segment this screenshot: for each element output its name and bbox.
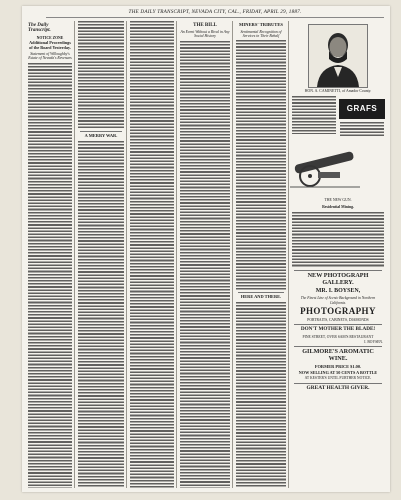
gallery-title: NEW PHOTOGRAPH GALLERY. <box>307 272 369 286</box>
divider <box>294 346 382 347</box>
footer-ad: GREAT HEALTH GIVER. <box>306 384 370 391</box>
column-5 <box>234 21 289 488</box>
restaurant-line: PINE STREET, OVER SAM'S RESTAURANT <box>302 334 374 339</box>
portrait-engraving <box>308 24 368 88</box>
drugstore-notice: AT KESTER'S UNTIL FURTHER NOTICE. <box>304 376 372 381</box>
col4-body-text <box>180 41 230 488</box>
photo-line: The Finest Line of Scenic Background in Northern California. <box>300 296 376 305</box>
col6-text-a <box>292 96 336 134</box>
col2-body-text-top <box>78 21 124 129</box>
wine-title: GILMORE'S AROMATIC WINE. <box>302 348 374 362</box>
photo-lines: PORTRAITS, CABINETS, DIAMONDS <box>307 318 369 323</box>
restaurant-title: DON'T MOTHER THE BLADE! <box>300 326 376 333</box>
divider <box>294 383 382 384</box>
col1-body-text <box>28 63 72 488</box>
cannon-illustration <box>290 140 360 192</box>
col2-headline: A MERRY WAR. <box>84 133 118 138</box>
divider <box>294 270 382 271</box>
photography-heading: PHOTOGRAPHY <box>300 305 376 316</box>
now-selling: NOW SELLING AT 50 CENTS A BOTTLE <box>298 369 378 375</box>
col6-text-b <box>340 122 384 136</box>
col3-body-text <box>130 21 174 488</box>
portrait-icon <box>309 25 367 87</box>
col1-subheadline: Statement of Willoughby's Estate of Nevada's Revenues <box>28 52 72 61</box>
col5-subheadline: Sentimental Recognition of Services in Their Behalf <box>240 29 282 38</box>
col4-headline: THE BILL <box>193 23 217 28</box>
col6-text-c <box>292 212 384 268</box>
section-heading: NOTICE ZONE <box>36 35 64 40</box>
column-3 <box>128 21 177 488</box>
col4-subheadline: An Event Without a Rival in Any Social History <box>180 30 230 39</box>
col5-section-heading: HERE AND THERE. <box>240 294 282 300</box>
col5-headline: MINERS' TRIBUTES <box>239 22 283 27</box>
former-price: FORMER PRICE $1.00. <box>314 364 362 370</box>
gallery-owner: MR. I. BOYSEN, <box>315 288 361 294</box>
column-1 <box>26 21 75 488</box>
cannon-caption: THE NEW GUN. <box>324 198 352 202</box>
restaurant-owner: I. BOYSEN. <box>364 340 383 345</box>
column-6 <box>290 21 386 488</box>
col5-body-text-top <box>236 40 286 290</box>
col2-body-text <box>78 141 124 488</box>
center-ad-title: Residential Mining. <box>322 205 354 209</box>
divider <box>238 292 284 293</box>
portrait-caption: HON. A. CAMINETTI, of Amador County. <box>304 89 372 93</box>
newspaper-page <box>22 6 390 492</box>
col1-headline: Additional Proceedings of the Board Yesterday. <box>29 40 71 50</box>
column-2 <box>76 21 127 488</box>
paper-name: The Daily Transcript. <box>28 23 51 34</box>
grafs-logo: GRAFS <box>339 99 385 119</box>
divider <box>294 324 382 325</box>
column-4 <box>178 21 233 488</box>
col5-body-text <box>236 302 286 488</box>
divider <box>80 131 122 132</box>
masthead: THE DAILY TRANSCRIPT, NEVADA CITY, CAL., FRIDAY, APRIL 29, 1887. <box>46 9 384 18</box>
